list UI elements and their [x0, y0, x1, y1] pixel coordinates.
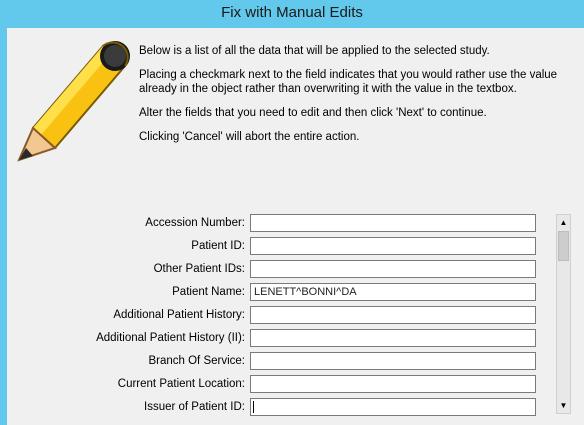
other-patient-ids-field[interactable] — [250, 260, 536, 278]
branch-of-service-field[interactable] — [250, 352, 536, 370]
patient-id-field[interactable] — [250, 237, 536, 255]
intro-line-3: Alter the fields that you need to edit and then click 'Next' to continue. — [139, 107, 487, 119]
current-patient-location-label: Current Patient Location: — [117, 378, 245, 390]
current-patient-location-field[interactable] — [250, 375, 536, 393]
scroll-thumb[interactable] — [558, 231, 569, 261]
intro-line-2: Placing a checkmark next to the field indicates that you would rather use the value already in the object rather than overwriting it with the value in the textbox. — [139, 69, 558, 95]
additional-patient-history-field[interactable] — [250, 306, 536, 324]
additional-patient-history-row — [7, 306, 552, 328]
form-scrollbar[interactable] — [556, 214, 571, 414]
scroll-down-icon[interactable]: ▼ — [559, 401, 568, 410]
intro-text — [139, 44, 569, 154]
text-caret — [253, 401, 254, 413]
issuer-of-patient-id-field[interactable] — [250, 398, 536, 416]
title-bar — [0, 0, 584, 24]
window-title: Fix with Manual Edits — [221, 3, 363, 21]
branch-of-service-label: Branch Of Service: — [148, 355, 245, 367]
accession-number-label: Accession Number: — [145, 217, 245, 229]
additional-patient-history-ii-field[interactable] — [250, 329, 536, 347]
patient-id-label: Patient ID: — [191, 240, 245, 252]
intro-line-1: Below is a list of all the data that will be applied to the selected study. — [139, 45, 490, 57]
patient-name-row — [7, 283, 552, 305]
additional-patient-history-ii-label: Additional Patient History (II): — [96, 332, 245, 344]
accession-number-row — [7, 214, 552, 236]
additional-patient-history-ii-row — [7, 329, 552, 351]
patient-name-field[interactable] — [250, 283, 536, 301]
issuer-of-patient-id-label: Issuer of Patient ID: — [144, 401, 245, 413]
accession-number-field[interactable] — [250, 214, 536, 232]
pencil-icon — [11, 32, 133, 164]
edit-form — [7, 212, 584, 425]
issuer-of-patient-id-row — [7, 398, 552, 420]
current-patient-location-row — [7, 375, 552, 397]
intro-line-4: Clicking 'Cancel' will abort the entire action. — [139, 131, 360, 143]
other-patient-ids-row — [7, 260, 552, 282]
scroll-up-icon[interactable]: ▲ — [559, 218, 568, 227]
additional-patient-history-label: Additional Patient History: — [113, 309, 245, 321]
patient-id-row — [7, 237, 552, 259]
dialog-client — [7, 28, 584, 425]
branch-of-service-row — [7, 352, 552, 374]
other-patient-ids-label: Other Patient IDs: — [153, 263, 245, 275]
patient-name-label: Patient Name: — [172, 286, 245, 298]
